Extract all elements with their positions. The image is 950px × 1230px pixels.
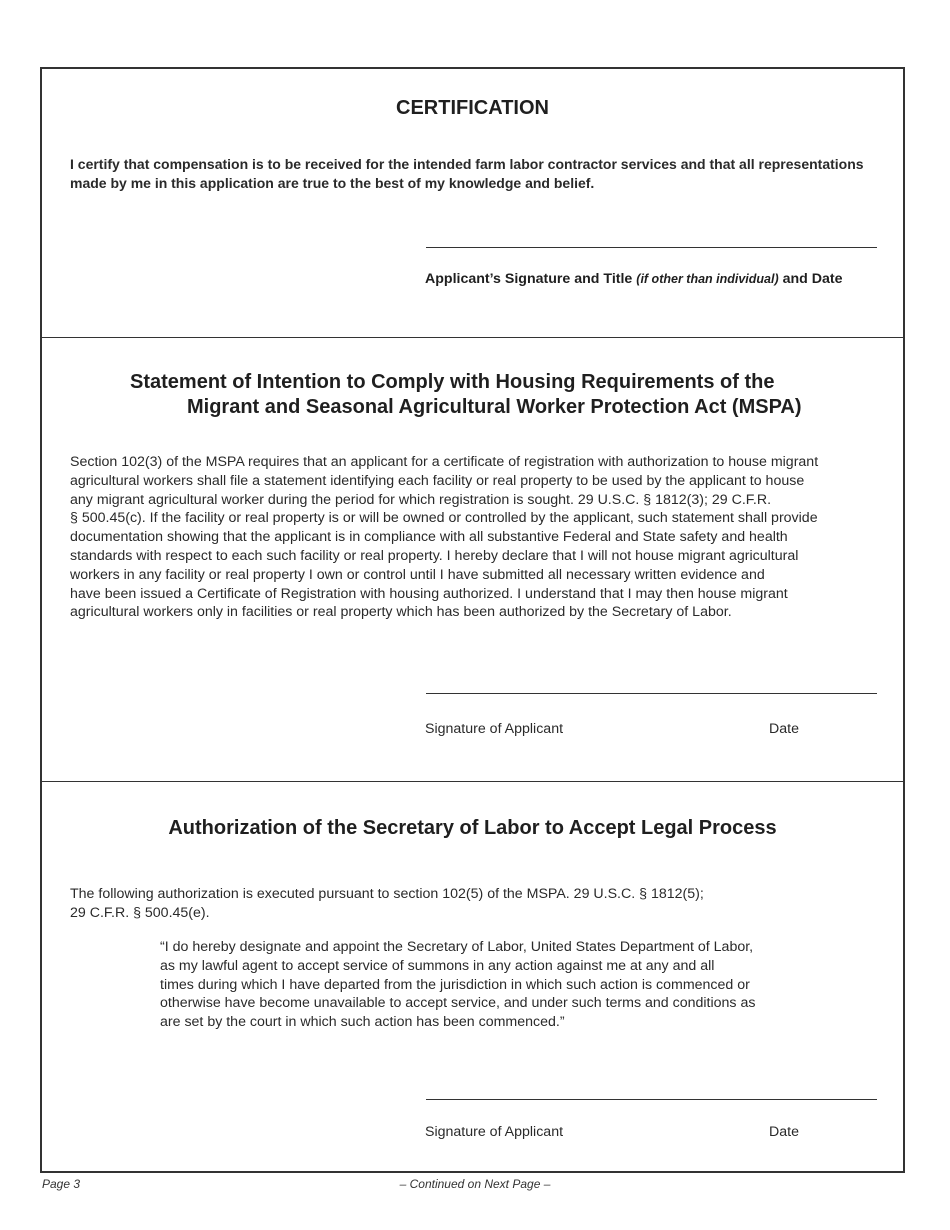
continued-note: – Continued on Next Page – — [399, 1177, 551, 1191]
page-number: Page 3 — [42, 1177, 81, 1191]
quote-line: otherwise have become unavailable to accept service, and under such terms and conditions as — [160, 995, 756, 1012]
applicant-signature-line[interactable] — [426, 247, 877, 248]
legal-process-section — [42, 781, 903, 1171]
housing-line: agricultural workers only in facilities or real property which has been authorized by the Secretary of Labor. — [70, 604, 732, 621]
legal-process-title: Authorization of the Secretary of Labor to Accept Legal Process — [168, 817, 777, 839]
housing-statement — [70, 453, 885, 622]
housing-line: have been issued a Certificate of Registration with housing authorized. I understand that I may then house migrant — [70, 585, 788, 602]
authorization-quote — [160, 938, 810, 1032]
intro-line: 29 C.F.R. § 500.45(e). — [70, 904, 210, 921]
certification-title: CERTIFICATION — [396, 97, 549, 119]
signature-label-end: and Date — [782, 271, 843, 287]
housing-section — [42, 337, 903, 782]
housing-title-line1: Statement of Intention to Comply with Housing Requirements of the — [130, 371, 775, 393]
housing-title-line2: Migrant and Seasonal Agricultural Worker Protection Act (MSPA) — [187, 396, 802, 418]
certification-text: I certify that compensation is to be received for the intended farm labor contractor services and that all representations made by me in this application are true to the best of my knowledge and belief. — [70, 156, 864, 191]
signature-label-italic: (if other than individual) — [636, 272, 779, 286]
housing-signature-label: Signature of Applicant — [425, 721, 564, 737]
quote-line: as my lawful agent to accept service of summons in any action against me at any and all — [160, 957, 715, 974]
legal-process-intro — [70, 885, 885, 923]
housing-signature-line[interactable] — [426, 693, 877, 694]
legal-signature-line[interactable] — [426, 1099, 877, 1100]
quote-line: times during which I have departed from the jurisdiction in which such action is commenced or — [160, 976, 750, 993]
housing-line: any migrant agricultural worker during the period for which registration is sought. 29 U.S.C. § 1812(3); 29 C.F.R. — [70, 491, 772, 508]
quote-line: “I do hereby designate and appoint the Secretary of Labor, United States Department of Labor, — [160, 939, 754, 955]
certification-section — [42, 69, 903, 338]
intro-line: The following authorization is executed pursuant to section 102(5) of the MSPA. 29 U.S.C. § 1812(5); — [70, 886, 704, 902]
housing-line: documentation showing that the applicant is in compliance with all substantive Federal and State safety and health — [70, 529, 788, 546]
housing-date-label: Date — [769, 721, 799, 737]
signature-label-main: Applicant’s Signature and Title — [425, 271, 633, 287]
quote-line: are set by the court in which such action has been commenced.” — [160, 1014, 565, 1031]
legal-date-label: Date — [769, 1124, 799, 1140]
housing-line: workers in any facility or real property I own or control until I have submitted all necessary written evidence and — [70, 566, 765, 583]
housing-line: Section 102(3) of the MSPA requires that an applicant for a certificate of registration with authorization to house migrant — [70, 454, 819, 470]
applicant-signature-label — [425, 271, 843, 287]
legal-signature-label: Signature of Applicant — [425, 1124, 564, 1140]
housing-line: agricultural workers shall file a statement identifying each facility or real property to be used by the applicant to house — [70, 472, 805, 489]
housing-line: § 500.45(c). If the facility or real property is or will be owned or controlled by the applicant, such statement shall provide — [70, 510, 818, 527]
housing-line: standards with respect to each such facility or real property. I hereby declare that I will not house migrant agricultural — [70, 547, 799, 564]
form-frame — [40, 67, 905, 1173]
